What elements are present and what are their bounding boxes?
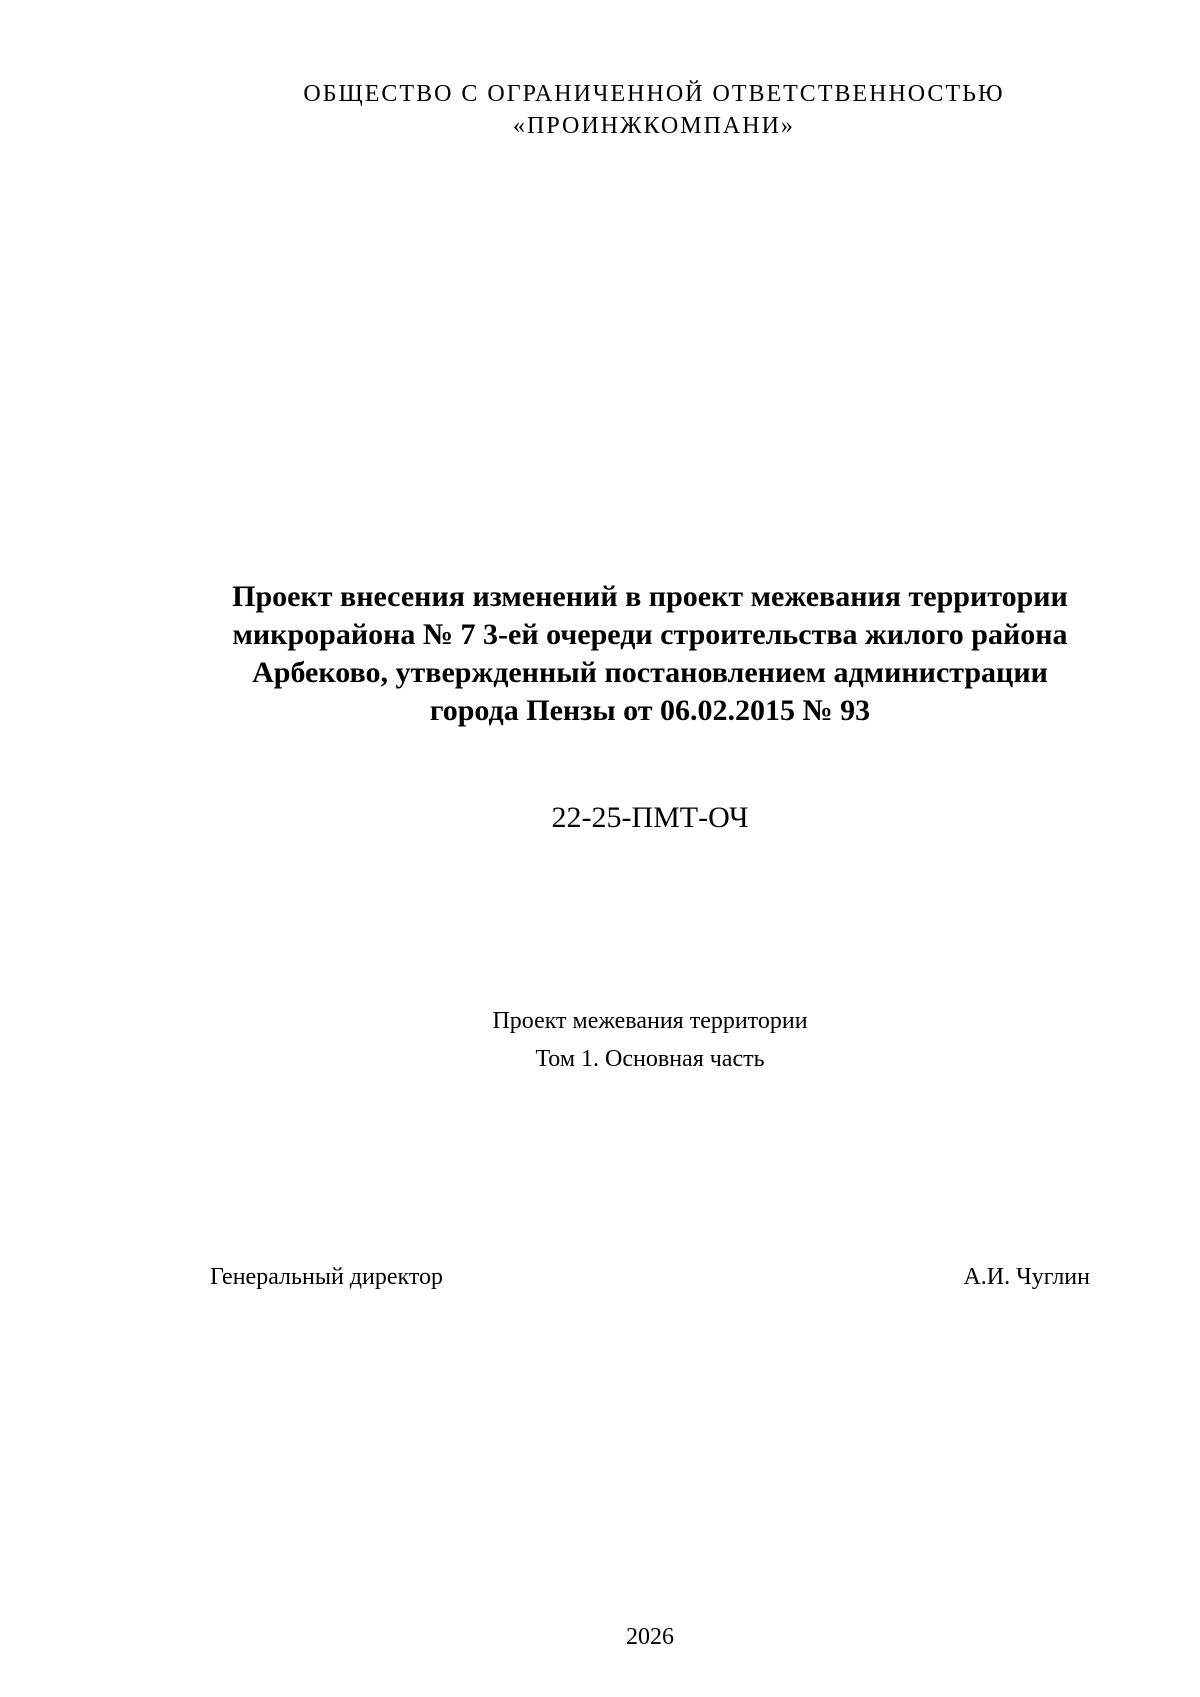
document-title-line: микрорайона № 7 3-ей очереди строительства жилого района	[232, 618, 1068, 651]
document-title-line: Арбеково, утвержденный постановлением администрации	[252, 656, 1048, 689]
project-type: Проект межевания территории	[492, 1008, 808, 1034]
volume-label: Том 1. Основная часть	[535, 1046, 765, 1072]
organization-header	[0, 78, 1200, 142]
organization-type: ОБЩЕСТВО С ОГРАНИЧЕННОЙ ОТВЕТСТВЕННОСТЬЮ	[303, 81, 1005, 107]
signatory-name: А.И. Чуглин	[963, 1264, 1090, 1290]
document-title-line: города Пензы от 06.02.2015 № 93	[429, 694, 871, 727]
signature-row	[210, 1260, 1090, 1294]
document-title	[190, 578, 1110, 730]
document-title-line: Проект внесения изменений в проект межевания территории	[232, 580, 1068, 613]
signatory-position: Генеральный директор	[210, 1264, 444, 1290]
organization-name: «ПРОИНЖКОМПАНИ»	[513, 113, 795, 139]
document-subtitle	[0, 1002, 1200, 1078]
document-year: 2026	[626, 1624, 674, 1650]
document-code: 22-25-ПМТ-ОЧ	[551, 801, 749, 834]
